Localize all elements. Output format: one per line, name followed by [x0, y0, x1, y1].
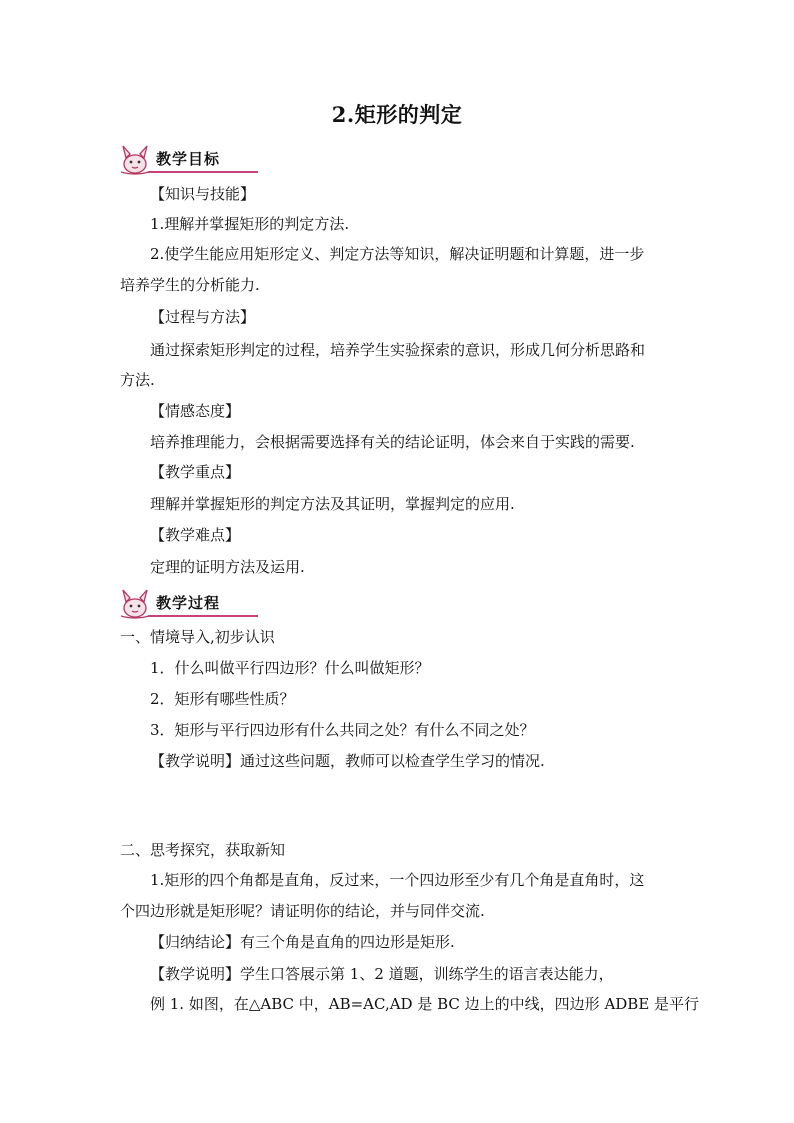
knowledge-heading: 【知识与技能】: [150, 185, 256, 203]
attitude-text: 培养推理能力，会根据需要选择有关的结论证明，体会来自于实践的需要.: [150, 433, 635, 451]
conclusion-text: 【归纳结论】有三个角是直角的四边形是矩形.: [150, 933, 455, 951]
section-underline: [148, 171, 258, 173]
method-text: 通过探索矩形判定的过程，培养学生实验探索的意识，形成几何分析思路和: [150, 341, 646, 359]
knowledge-item-1: 1.理解并掌握矩形的判定方法.: [150, 215, 350, 233]
method-heading: 【过程与方法】: [150, 308, 256, 326]
knowledge-item-2: 2.使学生能应用矩形定义、判定方法等知识，解决证明题和计算题，进一步: [150, 245, 645, 263]
cartoon-mascot-icon: [118, 142, 152, 176]
exploration-text-cont: 个四边形就是矩形呢？请证明你的结论，并与同伴交流.: [120, 902, 485, 920]
question-3: 3．矩形与平行四边形有什么共同之处？有什么不同之处？: [150, 721, 535, 739]
key-points-heading: 【教学重点】: [150, 463, 241, 481]
exploration-text: 1.矩形的四个角都是直角，反过来，一个四边形至少有几个角是直角时，这: [150, 871, 645, 889]
section-header-goals: [118, 142, 248, 178]
question-2: 2．矩形有哪些性质？: [150, 690, 295, 708]
part-2-heading: 二、思考探究，获取新知: [120, 841, 286, 859]
knowledge-item-2-cont: 培养学生的分析能力.: [120, 276, 260, 294]
method-text-cont: 方法.: [120, 371, 155, 389]
key-points-text: 理解并掌握矩形的判定方法及其证明，掌握判定的应用.: [150, 495, 515, 513]
page-title: 2.矩形的判定: [331, 102, 463, 127]
difficulty-text: 定理的证明方法及运用.: [150, 558, 305, 576]
cartoon-mascot-icon: [118, 586, 152, 620]
teaching-note-1: 【教学说明】通过这些问题，教师可以检查学生学习的情况.: [150, 752, 545, 770]
difficulty-heading: 【教学难点】: [150, 526, 241, 544]
part-1-heading: 一、情境导入,初步认识: [120, 628, 275, 646]
section-header-process: [118, 586, 248, 622]
section-title-goals: 教学目标: [156, 150, 221, 168]
question-1: 1．什么叫做平行四边形？什么叫做矩形？: [150, 659, 430, 677]
example-1-text: 例 1. 如图，在△ABC 中，AB=AC,AD 是 BC 边上的中线，四边形 ADBE 是平行: [150, 995, 700, 1013]
teaching-note-2: 【教学说明】学生口答展示第 1、2 道题，训练学生的语言表达能力，: [150, 965, 614, 983]
section-underline: [148, 615, 258, 617]
attitude-heading: 【情感态度】: [150, 402, 241, 420]
section-title-process: 教学过程: [156, 594, 221, 612]
